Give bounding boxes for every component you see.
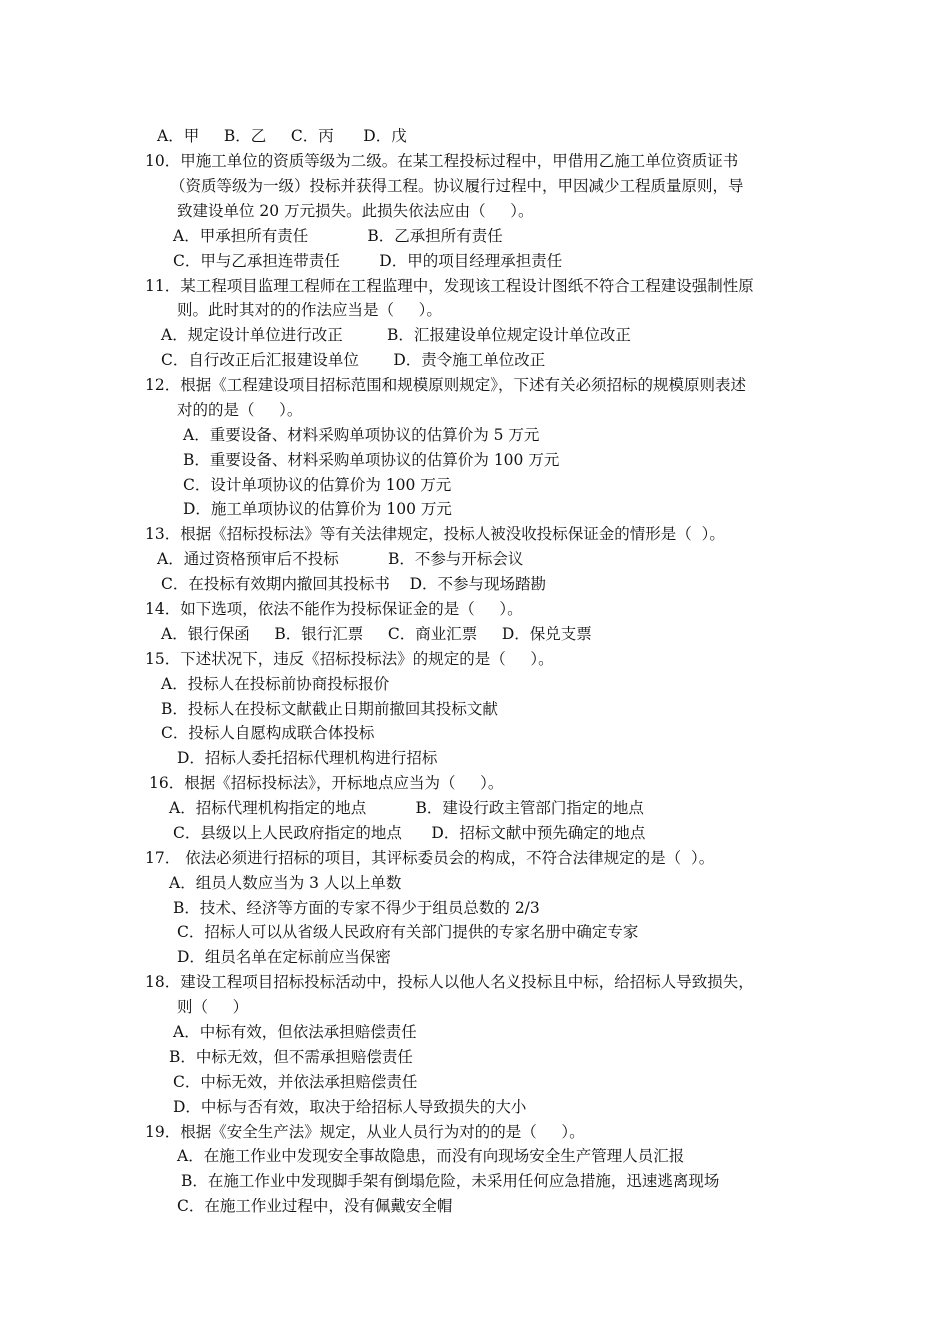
q10-stem-line2: （资质等级为一级）投标并获得工程。协议履行过程中，甲因减少工程质量原则，导 <box>170 177 744 195</box>
q15-option-d: D．招标人委托招标代理机构进行招标 <box>177 749 438 767</box>
q13-options-ab: A．通过资格预审后不投标 B．不参与开标会议 <box>157 550 524 568</box>
q10-options-ab: A．甲承担所有责任 B．乙承担所有责任 <box>173 227 503 245</box>
q18-option-c: C．中标无效，并依法承担赔偿责任 <box>173 1073 418 1091</box>
q16-options-cd: C．县级以上人民政府指定的地点 D．招标文献中预先确定的地点 <box>173 824 646 842</box>
q17-option-a: A．组员人数应当为 3 人以上单数 <box>169 874 402 892</box>
q19-option-b: B．在施工作业中发现脚手架有倒塌危险，未采用任何应急措施，迅速逃离现场 <box>181 1172 720 1190</box>
q19-option-a: A．在施工作业中发现安全事故隐患，而没有向现场安全生产管理人员汇报 <box>177 1147 685 1165</box>
q19-stem: 19．根据《安全生产法》规定，从业人员行为对的的是（ ）。 <box>145 1123 585 1141</box>
q12-option-a: A．重要设备、材料采购单项协议的估算价为 5 万元 <box>183 426 540 444</box>
q10-options-cd: C．甲与乙承担连带责任 D．甲的项目经理承担责任 <box>173 252 563 270</box>
q17-stem: 17． 依法必须进行招标的项目，其评标委员会的构成，不符合法律规定的是（ ）。 <box>145 849 715 867</box>
q11-options-cd: C．自行改正后汇报建设单位 D．责令施工单位改正 <box>161 351 546 369</box>
q12-option-d: D．施工单项协议的估算价为 100 万元 <box>183 500 452 518</box>
q10-stem-line3: 致建设单位 20 万元损失。此损失依法应由（ ）。 <box>177 202 534 220</box>
q17-option-d: D．组员名单在定标前应当保密 <box>177 948 391 966</box>
q15-option-a: A．投标人在投标前协商投标报价 <box>161 675 390 693</box>
q9-options: A．甲 B．乙 C．丙 D．戊 <box>157 127 407 145</box>
q12-stem-line1: 12．根据《工程建设项目招标范围和规模原则规定》，下述有关必须招标的规模原则表述 <box>145 376 746 394</box>
q12-stem-line2: 对的的是（ ）。 <box>177 401 303 419</box>
q14-stem: 14．如下选项，依法不能作为投标保证金的是（ ）。 <box>145 600 523 618</box>
q12-option-c: C．设计单项协议的估算价为 100 万元 <box>183 476 452 494</box>
q15-option-b: B．投标人在投标文献截止日期前撤回其投标文献 <box>161 700 498 718</box>
q11-options-ab: A．规定设计单位进行改正 B．汇报建设单位规定设计单位改正 <box>161 326 631 344</box>
q18-stem-line1: 18．建设工程项目招标投标活动中，投标人以他人名义投标且中标，给招标人导致损失， <box>145 973 754 991</box>
q11-stem-line1: 11．某工程项目监理工程师在工程监理中，发现该工程设计图纸不符合工程建设强制性原 <box>145 277 754 295</box>
q13-options-cd: C．在投标有效期内撤回其投标书 D．不参与现场踏勘 <box>161 575 546 593</box>
q17-option-c: C．招标人可以从省级人民政府有关部门提供的专家名册中确定专家 <box>177 923 639 941</box>
q16-stem: 16．根据《招标投标法》，开标地点应当为（ ）。 <box>149 774 504 792</box>
q18-stem-line2: 则（ ） <box>177 998 249 1016</box>
q18-option-b: B．中标无效，但不需承担赔偿责任 <box>169 1048 413 1066</box>
q16-options-ab: A．招标代理机构指定的地点 B．建设行政主管部门指定的地点 <box>169 799 644 817</box>
q19-option-c: C．在施工作业过程中，没有佩戴安全帽 <box>177 1197 453 1215</box>
q14-options: A．银行保函 B．银行汇票 C．商业汇票 D．保兑支票 <box>161 625 592 643</box>
q15-stem: 15．下述状况下，违反《招标投标法》的规定的是（ ）。 <box>145 650 554 668</box>
q18-option-d: D．中标与否有效，取决于给招标人导致损失的大小 <box>173 1098 527 1116</box>
q15-option-c: C．投标人自愿构成联合体投标 <box>161 724 375 742</box>
q12-option-b: B．重要设备、材料采购单项协议的估算价为 100 万元 <box>183 451 560 469</box>
q13-stem: 13．根据《招标投标法》等有关法律规定，投标人被没收投标保证金的情形是（ ）。 <box>145 525 725 543</box>
q18-option-a: A．中标有效，但依法承担赔偿责任 <box>173 1023 417 1041</box>
q17-option-b: B．技术、经济等方面的专家不得少于组员总数的 2/3 <box>173 899 540 917</box>
q11-stem-line2: 则。此时其对的的作法应当是（ ）。 <box>177 301 442 319</box>
q10-stem-line1: 10．甲施工单位的资质等级为二级。在某工程投标过程中，甲借用乙施工单位资质证书 <box>145 152 739 170</box>
